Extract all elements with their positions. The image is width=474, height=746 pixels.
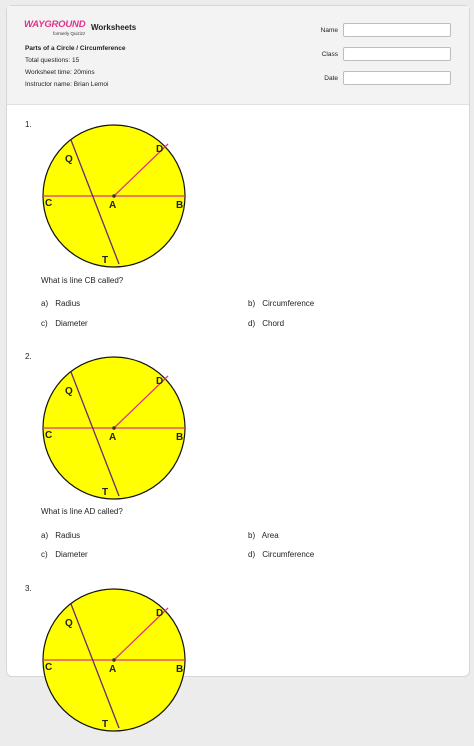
- center-point: [112, 426, 116, 430]
- question-2-text: What is line AD called?: [41, 507, 123, 516]
- label-t: T: [102, 255, 109, 266]
- worksheet-time: Worksheet time: 20mins: [25, 69, 95, 76]
- question-2-option-b[interactable]: b) Area: [248, 531, 279, 540]
- question-1-circle-diagram: [35, 117, 195, 282]
- logo-subtext: formerly Quizizz: [53, 31, 86, 36]
- center-point: [112, 658, 116, 662]
- worksheet-title: Parts of a Circle / Circumference: [25, 45, 126, 52]
- class-label: Class: [321, 51, 338, 58]
- question-2-option-d[interactable]: d) Circumference: [248, 550, 315, 559]
- label-q: Q: [65, 618, 73, 629]
- label-a: A: [109, 664, 117, 675]
- worksheet-page: [6, 5, 470, 730]
- label-c: C: [45, 198, 53, 209]
- label-q: Q: [65, 386, 73, 397]
- class-input[interactable]: [343, 47, 451, 61]
- question-2-option-c[interactable]: c) Diameter: [41, 550, 88, 559]
- instructor-name: Instructor name: Brian Lemoi: [25, 81, 109, 88]
- label-b: B: [176, 432, 184, 443]
- date-label: Date: [324, 75, 338, 82]
- total-questions: Total questions: 15: [25, 57, 80, 64]
- label-t: T: [102, 719, 109, 730]
- question-2-circle-diagram: [35, 349, 195, 514]
- label-q: Q: [65, 154, 73, 165]
- label-d: D: [156, 608, 164, 619]
- question-1-option-c[interactable]: c) Diameter: [41, 319, 88, 328]
- circle-diagram-svg: [35, 117, 195, 277]
- question-1-text: What is line CB called?: [41, 276, 124, 285]
- question-3-circle-diagram: [35, 581, 195, 746]
- name-label: Name: [320, 27, 338, 34]
- question-2-number: 2.: [25, 352, 32, 361]
- question-3-number: 3.: [25, 584, 32, 593]
- logo-wordmark: WAYGROUND: [24, 19, 86, 30]
- label-d: D: [156, 144, 164, 155]
- label-c: C: [45, 662, 53, 673]
- label-b: B: [176, 200, 184, 211]
- label-c: C: [45, 430, 53, 441]
- name-input[interactable]: [343, 23, 451, 37]
- circle-diagram-svg: [35, 349, 195, 509]
- circle-diagram-svg: [35, 581, 195, 741]
- question-1-option-a[interactable]: a) Radius: [41, 299, 81, 308]
- center-point: [112, 194, 116, 198]
- question-2-option-a[interactable]: a) Radius: [41, 531, 81, 540]
- label-d: D: [156, 376, 164, 387]
- section-title: Worksheets: [91, 23, 137, 32]
- worksheet-header: [7, 6, 469, 105]
- label-a: A: [109, 432, 117, 443]
- label-b: B: [176, 664, 184, 675]
- question-1-number: 1.: [25, 120, 32, 129]
- question-1-option-d[interactable]: d) Chord: [248, 319, 285, 328]
- label-a: A: [109, 200, 117, 211]
- question-1-option-b[interactable]: b) Circumference: [248, 299, 315, 308]
- date-input[interactable]: [343, 71, 451, 85]
- label-t: T: [102, 487, 109, 498]
